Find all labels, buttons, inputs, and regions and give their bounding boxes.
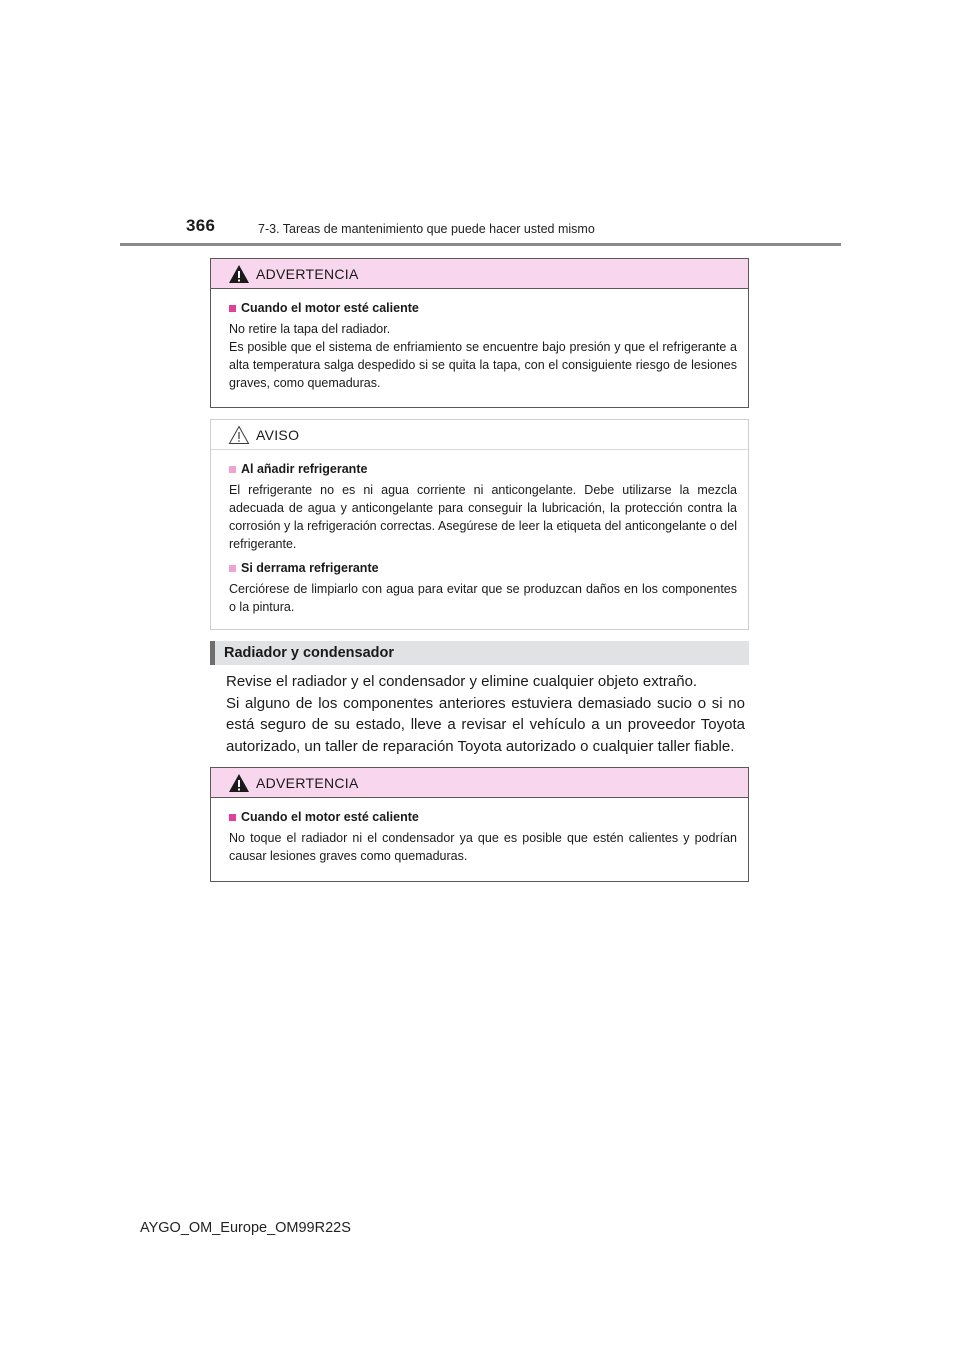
item-title bbox=[229, 561, 737, 575]
square-bullet-icon bbox=[229, 466, 236, 473]
warning-label: ADVERTENCIA bbox=[256, 265, 359, 282]
item-line: No retire la tapa del radiador. bbox=[229, 322, 391, 336]
page-number: 366 bbox=[186, 216, 216, 235]
warning-triangle-icon bbox=[228, 773, 250, 793]
radiator-text bbox=[226, 671, 745, 757]
footer-code: AYGO_OM_Europe_OM99R22S bbox=[140, 1220, 351, 1236]
notice-box-header bbox=[211, 420, 748, 450]
warning-box bbox=[210, 767, 749, 882]
item-title bbox=[229, 462, 737, 476]
item-text bbox=[229, 320, 737, 392]
item-title-text: Si derrama refrigerante bbox=[241, 561, 379, 575]
header-rule bbox=[120, 243, 841, 246]
radiator-paragraph: Si alguno de los componentes anteriores estuviera demasiado sucio o si no está seguro de su estado, lleve a revisar el vehículo a un proveedor Toyota autorizado, un taller de reparación Toyota autorizado o cualquier taller fiable. bbox=[226, 694, 745, 755]
item-title-text: Cuando el motor esté caliente bbox=[241, 301, 419, 315]
warning-label: ADVERTENCIA bbox=[256, 774, 359, 791]
warning-box bbox=[210, 258, 749, 408]
square-bullet-icon bbox=[229, 565, 236, 572]
radiator-paragraph: Revise el radiador y el condensador y elimine cualquier objeto extraño. bbox=[226, 673, 698, 690]
radiator-heading: Radiador y condensador bbox=[210, 641, 749, 665]
notice-box bbox=[210, 419, 749, 630]
caution-triangle-icon bbox=[228, 425, 250, 445]
warning-box-header bbox=[211, 768, 748, 798]
square-bullet-icon bbox=[229, 305, 236, 312]
item-title-text: Cuando el motor esté caliente bbox=[241, 810, 419, 824]
warning-box-body bbox=[211, 798, 748, 883]
item-title-text: Al añadir refrigerante bbox=[241, 462, 368, 476]
section-header: 7-3. Tareas de mantenimiento que puede hacer usted mismo bbox=[258, 222, 595, 236]
item-text: No toque el radiador ni el condensador ya que es posible que estén calientes y podrían causar lesiones graves como quemaduras. bbox=[229, 831, 737, 863]
item-text: Cerciórese de limpiarlo con agua para evitar que se produzcan daños en los componentes o la pintura. bbox=[229, 582, 737, 614]
item-text: El refrigerante no es ni agua corriente ni anticongelante. Debe utilizarse la mezcla adecuada de agua y anticongelante para conseguir la lubricación, la protección contra la corrosión y la refrigeración correctas. Asegúrese de leer la etiqueta del anticongelante o del refrigerante. bbox=[229, 483, 737, 551]
item-line: Es posible que el sistema de enfriamiento se encuentre bajo presión y que el refrigerante a alta temperatura salga despedido si se quita la tapa, con el consiguiente riesgo de lesiones graves, como quemaduras. bbox=[229, 340, 737, 390]
notice-label: AVISO bbox=[256, 426, 300, 443]
warning-box-header bbox=[211, 259, 748, 289]
warning-triangle-icon bbox=[228, 264, 250, 284]
warning-box-body bbox=[211, 289, 748, 410]
notice-box-body bbox=[211, 450, 748, 634]
item-title bbox=[229, 810, 737, 824]
square-bullet-icon bbox=[229, 814, 236, 821]
item-title bbox=[229, 301, 737, 315]
